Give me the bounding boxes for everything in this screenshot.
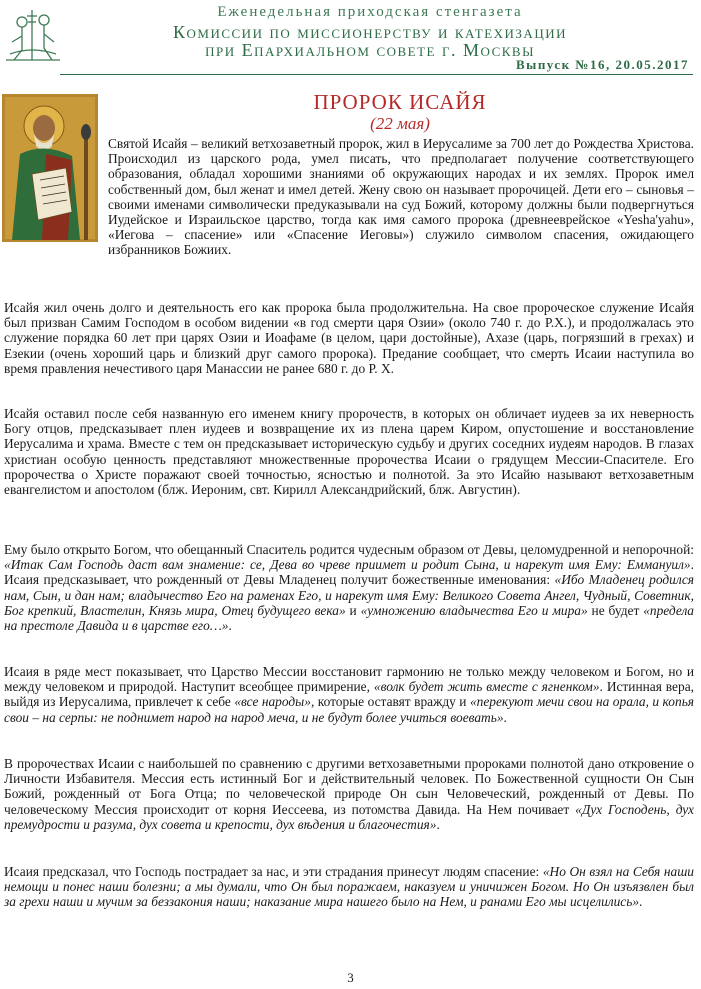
p5-text: Исаия в ряде мест показывает, что Царство Мессии восстановит гармонию не только между человеком и Богом, но и между человеком и природой. Наступит всеобщее примирение, [4,664,694,695]
p4-quote-2: «Ибо Младенец родился нам, Сын, и дан нам; владычество Его на раменах Его, и нарекут имя Ему: Великого Совета Ангел, Чудный, Советник, Бог крепкий, Властелин, Князь мира, Отец будущего века» [4,572,695,618]
header-line-1: Еженедельная приходская стенгазета [217,4,523,20]
p7-text-2: . [639,894,643,910]
header-line-2: Комиссии по миссионерству и катехизации [173,22,567,42]
p7-text: Исаия предсказал, что Господь пострадает за нас, и эти страдания принесут людям спасение: [4,864,543,879]
paragraph-7 [4,864,694,910]
paragraph-5 [4,664,694,725]
p4-text-3: и [345,602,361,618]
p5-text-2: . Истинная вера, выйдя из Иерусалима, привлечет к себе [4,679,694,710]
p4-quote-4: «пределa на престоле Давида и в царстве его…» [4,602,694,634]
header-divider [60,74,693,75]
article-date: (22 мая) [370,114,430,133]
p5-quote-1: «волк будет жить вместе с ягненком» [373,679,600,695]
paragraph-2: Исайя жил очень долго и деятельность его как пророка была продолжительна. На свое пророческое служение Исайя был призван Самим Господом в особом видении «в год смерти царя Озии» (около 740 г. до Р.Х.), и продолжалась это служение порядка 60 лет при царях Озии и Иоафаме (в целом, цари достойные), Ахазе (царь, погрязший в грехах) и Езекии (очень хороший царь и близкий друг самого пророка). Предание сообщает, что смерть Исаии наступила во время правления нечестивого царя Манассии не ранее 680 г. до Р. Х. [4,300,694,376]
newspaper-header [0,0,701,78]
issue-number: Выпуск №16, 20.05.2017 [516,57,689,72]
p5-quote-2: «все народы» [234,694,311,710]
p5-text-3: , которые оставят вражду и [310,694,470,710]
article-title: ПРОРОК ИСАЙЯ [313,90,487,114]
paragraph-1 [4,136,694,258]
header-line-3: при Епархиальном совете г. Москвы [205,40,535,60]
church-logo [4,2,62,64]
paragraph-4 [4,542,694,633]
p7-quote: «Но Он взял на Себя наши немощи и понес наши болезни; а мы думали, что Он был поражаем, наказуем и уничижен Богом. Но Он изъязвлен был за грехи наши и мучим за беззакония наши; наказание мира нашего было на Нем, и ранами Его мы исцелились» [4,864,695,910]
p5-text-4: . [503,709,507,725]
paragraph-6 [4,756,694,832]
paragraph-3 [4,406,694,497]
page-number: 3 [347,970,354,985]
image-wrap-spacer [4,136,108,256]
p4-text-4: не будет [587,602,644,618]
paragraph-3-text: Исайя оставил после себя названную его именем книгу пророчеств, в которых он обличает иудеев за их неверность Богу отцов, предсказывает плен иудеев и возвращение их из плена царем Киром, опустошение и восстановление Иерусалима и храма. Вместе с тем он предсказывает историческую судьбу и других соседних иудеям народов. В глазах христиан особую ценность представляют множественные пророчества Исаии о грядущем Мессии-Спасителе. Его пророчества о Христе поражают своей точностью, ясностью и полнотой. За это Исайю называют ветхозаветным евангелистом и апостолом (блж. Иероним, свт. Кирилл Александрийский, блж. Августин). [4,406,694,498]
p6-text-2: . [436,816,440,832]
p4-quote-3: «умножению владычества Его и мира» [360,602,588,618]
p6-quote: «Дух Господень, дух премудрости и разума, дух совета и крепости, дух вѣдения и благочестия» [4,801,694,832]
p4-quote-1: «Итак Сам Господь даст вам знамение: се, Дева во чреве приимет и родит Сына, и нарекут имя Ему: Еммануил» [4,557,691,573]
p4-text-5: . [228,618,232,634]
p4-text-2: . Исаия предсказывает, что рожденный от Девы Младенец получит божественные именования: [4,557,694,588]
p5-quote-3: «перекуют мечи свои на орала, и копья свои – на серпы: не поднимет народ на народ меча, и не будут более учиться воевать» [4,694,695,725]
paragraph-1-text: Святой Исайя – великий ветхозаветный пророк, жил в Иерусалиме за 700 лет до Рождества Христова. Происходил из царского рода, умел писать, что предполагает получение соответствующего образования, обладал хорошими знаниями об окружающих народах и их землях. Пророк имел собственный дом, был женат и имел детей. Жену свою он называет пророчицей. Дети его – сыновья – своими именами символически предуказывали на суд Божий, которому должны были подвергнуться Иудейское и Израильское царство, тогда как имя самого пророка (древнееврейское «Yesha'yahu», «Иегова – спасение» или «Спасение Иеговы») служило символом спасения, ожидающего избранников Божиих. [108,136,694,258]
p4-text: Ему было открыто Богом, что обещанный Спаситель родится чудесным образом от Девы, целомудренной и непорочной: [4,542,694,557]
p6-text: В пророчествах Исаии с наибольшей по сравнению с другими ветхозаветными пророками полнотой дано откровение о Личности Избавителя. Мессия есть истинный Бог и действительный человек. По Божественной сущности Он Сын Божий, рожденный от Бога Отца; по человеческой природе Он сын Человеческий, рожденный от Девы. По человеческому Мессия происходит от корня Иессеева, из потомства Давида. На Нем почивает [4,756,694,817]
